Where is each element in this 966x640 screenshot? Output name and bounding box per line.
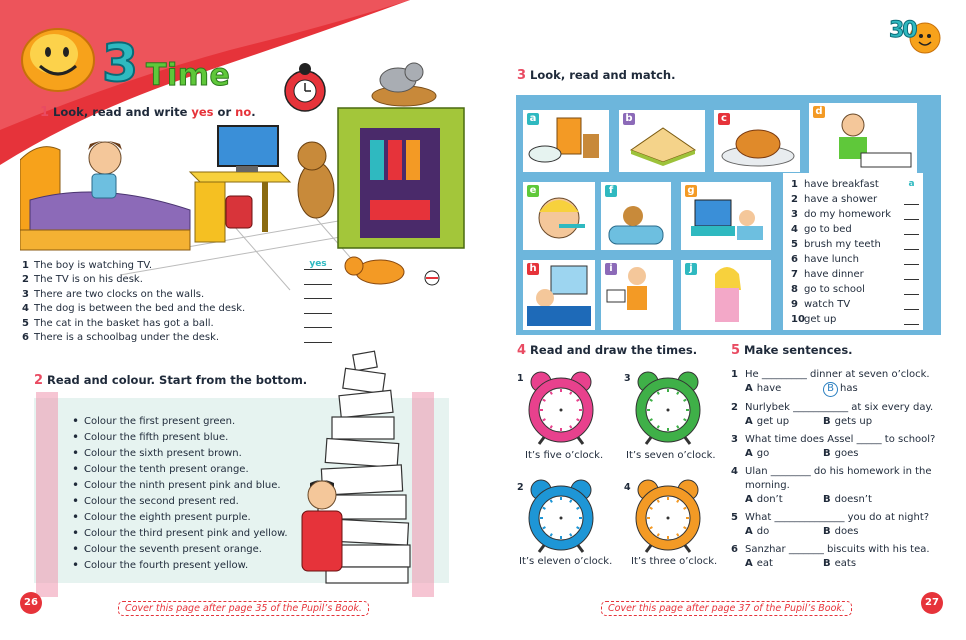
answer-blank[interactable] [904,225,919,235]
ex3-item [791,222,919,237]
picture-letter: f [605,185,617,197]
ex3-item [791,192,919,207]
ex2-item: • Colour the eighth present purple. [72,510,251,524]
option-b[interactable]: B does [823,526,859,537]
ex1-item [22,302,332,317]
option-a[interactable]: A don’t [745,494,783,505]
ex2-instruction: Read and colour. Start from the bottom. [47,373,308,387]
item-number: 6 [22,332,29,344]
picture-c [714,110,800,172]
ex5-instruction: Make sentences. [744,343,853,357]
answer-blank[interactable] [304,318,332,328]
ex2-list [72,413,288,573]
item-number: 8 [791,284,798,295]
answer-blank[interactable] [904,240,919,250]
item-text: have lunch [804,254,860,265]
option-b[interactable]: B gets up [823,416,873,427]
item-sentence: What ______________ you do at night? [745,512,930,523]
ex3-list [791,177,919,327]
clock-caption: It’s seven o’clock. [626,450,716,461]
item-text: The cat in the basket has got a ball. [34,317,214,329]
item-number: 7 [791,269,798,280]
alarm-clock-icon[interactable] [523,370,599,446]
item-text: There are two clocks on the walls. [34,288,205,300]
picture-d [809,103,917,173]
alarm-clock-icon[interactable] [630,370,706,446]
item-text: The dog is between the bed and the desk. [34,303,246,315]
ex1-heading [40,105,256,120]
ex3-instruction: Look, read and match. [530,68,676,82]
page-number: 27 [921,592,943,614]
ex1-item [22,331,332,346]
item-number: 3 [731,434,738,445]
ex3-item [791,312,919,327]
unit-number: 3 [102,34,139,94]
picture-j [681,260,771,330]
ex5-item [731,401,947,429]
item-text: go to school [804,284,865,295]
ex2-item: • Colour the sixth present brown. [72,446,242,460]
answer-blank[interactable] [304,304,332,314]
ex2-item: • Colour the fourth present yellow. [72,558,249,572]
item-number: 4 [22,303,29,315]
picture-e [523,182,595,250]
item-text: Colour the eighth present purple. [84,511,251,523]
ex3-item [791,207,919,222]
answer-blank[interactable] [904,315,919,325]
picture-letter: h [527,263,539,275]
item-text: have breakfast [804,179,879,190]
unit-title: Time [146,58,231,93]
picture-letter: g [685,185,697,197]
picture-letter: e [527,185,539,197]
item-text: Colour the fifth present blue. [84,431,229,443]
item-text: watch TV [804,299,851,310]
ex5-heading [731,343,853,358]
ex1-item [22,258,332,273]
item-number: 1 [731,369,738,380]
answer-blank[interactable] [304,289,332,299]
ex4-instruction: Read and draw the times. [530,343,698,357]
ex1-word-end: . [251,105,256,119]
ex5-item [731,511,947,539]
ex2-item: • Colour the fifth present blue. [72,430,229,444]
unit-heading [18,12,238,102]
item-text: go to bed [804,224,852,235]
item-number: 2 [731,402,738,413]
item-number: 4 [791,224,798,235]
option-b[interactable]: B eats [823,558,857,569]
item-number: 1 [791,179,798,190]
clock-number: 1 [517,373,524,384]
item-text: Colour the first present green. [84,415,236,427]
item-number: 6 [731,544,738,555]
item-text: have a shower [804,194,878,205]
picture-g [681,182,771,250]
ex5-item [731,543,947,571]
ex3-item [791,297,919,312]
item-number: 3 [791,209,798,220]
ex3-heading [517,68,675,83]
cover-note: Cover this page after page 35 of the Pupil’s Book. [118,601,369,616]
item-text: get up [804,314,837,325]
item-text: Colour the ninth present pink and blue. [84,479,281,491]
item-text: Colour the seventh present orange. [84,543,262,555]
cover-note: Cover this page after page 37 of the Pupil’s Book. [601,601,852,616]
item-sentence: Ulan ________ do his homework in the [745,466,932,477]
answer-blank[interactable]: yes [304,260,332,270]
ex5-list [731,368,947,575]
ex5-number: 5 [731,343,741,358]
item-text: do my homework [804,209,892,220]
answer-blank[interactable] [904,300,919,310]
ex3-item [791,237,919,252]
ex1-number: 1 [40,105,50,120]
ex2-item: • Colour the second present red. [72,494,239,508]
picture-letter: c [718,113,730,125]
picture-letter: i [605,263,617,275]
ex3-item [791,282,919,297]
picture-letter: d [813,106,825,118]
item-text: Colour the fourth present yellow. [84,559,249,571]
ex3-item [791,252,919,267]
item-number: 2 [791,194,798,205]
clock-number: 4 [624,482,631,493]
answer-blank[interactable] [904,270,919,280]
page-number: 26 [20,592,42,614]
ex2-item: • Colour the third present pink and yellow. [72,526,288,540]
answer-blank[interactable] [904,255,919,265]
circled-answer-b: B [823,382,838,397]
clock-number: 3 [624,373,631,384]
clock-caption: It’s five o’clock. [525,450,604,461]
item-number: 5 [22,317,29,329]
picture-h [523,260,595,330]
option-b[interactable]: B doesn’t [823,494,872,505]
unit-badge-number: 30 [889,18,916,43]
option-a[interactable]: A eat [745,558,773,569]
item-text: Colour the sixth present brown. [84,447,242,459]
picture-letter: a [527,113,539,125]
item-text: The TV is on his desk. [34,274,143,286]
item-number: 2 [22,274,29,286]
ex2-item: • Colour the first present green. [72,414,236,428]
item-number: 5 [731,512,738,523]
ex1-item [22,316,332,331]
ex1-word-or: or [213,105,236,119]
item-text: Colour the third present pink and yellow. [84,527,288,539]
ex2-heading [34,373,307,388]
ex2-item: • Colour the ninth present pink and blue. [72,478,281,492]
ex3-item [791,177,919,192]
item-text: brush my teeth [804,239,881,250]
item-sentence: What time does Assel _____ to school? [745,434,936,445]
ex1-item [22,287,332,302]
picture-letter: j [685,263,697,275]
ex4-heading [517,343,697,358]
item-number: 10 [791,314,805,325]
picture-b [619,110,705,172]
ex5-item [731,465,947,507]
picture-letter: b [623,113,635,125]
item-number: 6 [791,254,798,265]
item-text: Colour the second present red. [84,495,239,507]
ex2-item: • Colour the tenth present orange. [72,462,249,476]
item-number: 9 [791,299,798,310]
item-text: The boy is watching TV. [34,259,153,271]
item-number: 4 [731,466,738,477]
clock-caption: It’s eleven o’clock. [519,556,613,567]
item-text: have dinner [804,269,864,280]
presents-stack-illustration [292,345,424,585]
ex1-word-no: no [235,105,252,119]
ex3-number: 3 [517,68,527,83]
right-page [483,0,966,640]
ex2-number: 2 [34,373,44,388]
alarm-clock-icon[interactable] [523,478,599,554]
picture-a [523,110,609,172]
answer-blank[interactable] [304,333,332,343]
item-number: 5 [791,239,798,250]
option-a[interactable]: A get up [745,416,790,427]
item-number: 1 [22,259,29,271]
smiley-sun-icon [18,24,98,94]
item-text: Colour the tenth present orange. [84,463,249,475]
option-a[interactable]: A go [745,448,770,459]
boy-doing-homework-icon [809,103,917,173]
answer-blank[interactable] [904,285,919,295]
picture-i [601,260,673,330]
ex5-item [731,368,947,397]
tape-decoration [36,392,58,597]
option-a[interactable]: A do [745,526,770,537]
ex1-instruction: Look, read and write [53,105,192,119]
ex1-list [22,258,332,345]
item-number: 3 [22,288,29,300]
clock-number: 2 [517,482,524,493]
ex5-item [731,433,947,461]
answer-blank[interactable] [304,275,332,285]
item-sentence-cont: morning. [745,480,790,491]
item-text: There is a schoolbag under the desk. [34,332,220,344]
alarm-clock-icon[interactable] [630,478,706,554]
picture-f [601,182,671,250]
option-b[interactable]: B has [823,382,901,397]
ex3-item [791,267,919,282]
option-b[interactable]: B goes [823,448,859,459]
item-sentence: Sanzhar _______ biscuits with his tea. [745,544,930,555]
ex4-number: 4 [517,343,527,358]
answer-blank[interactable] [904,210,919,220]
ex1-item [22,273,332,288]
item-sentence: Nurlybek ___________ at six every day. [745,402,934,413]
ex2-item: • Colour the seventh present orange. [72,542,262,556]
answer-blank[interactable]: a [908,178,915,189]
clock-caption: It’s three o’clock. [631,556,718,567]
answer-blank[interactable] [904,195,919,205]
ex1-word-yes: yes [191,105,214,119]
option-a[interactable]: A have [745,383,782,394]
item-sentence: He _________ dinner at seven o’clock. [745,369,930,380]
